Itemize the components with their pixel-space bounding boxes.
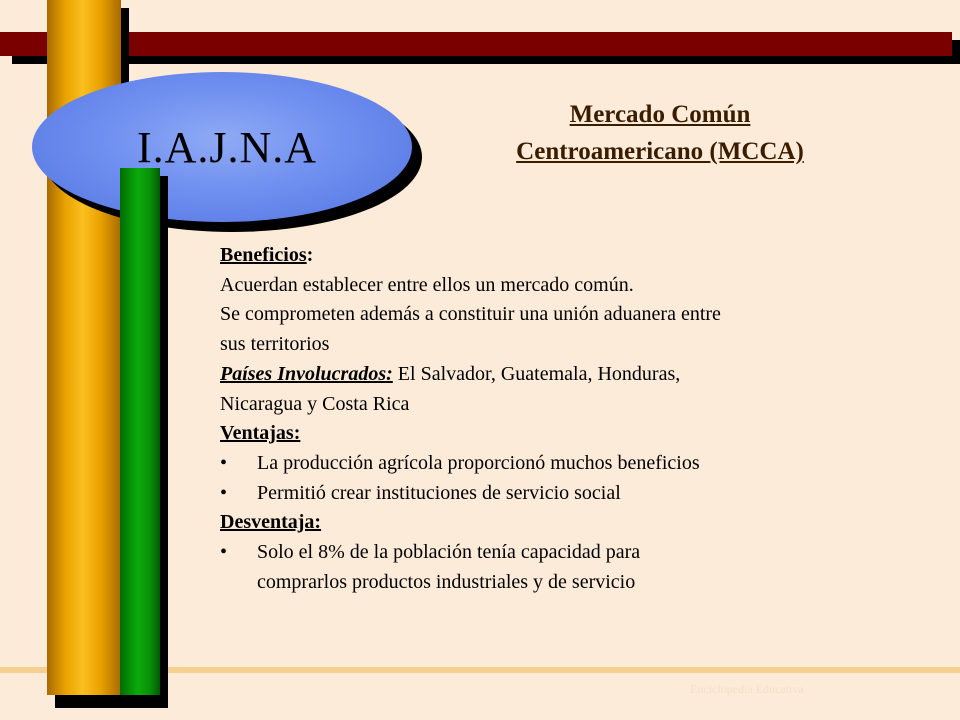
desventaja-heading: Desventaja:: [220, 511, 322, 534]
ventaja-2: Permitió crear instituciones de servicio social: [257, 481, 621, 504]
paises-line-1: [220, 360, 920, 390]
list-item: [220, 479, 920, 509]
beneficios-heading-line: [220, 241, 920, 271]
slide-content: [220, 241, 920, 597]
green-column: [120, 168, 160, 695]
beneficios-line-3: sus territorios: [220, 333, 330, 356]
beneficios-colon: :: [306, 244, 314, 266]
logo-text: I.A.J.N.A: [136, 122, 318, 172]
slide-title: [440, 96, 880, 170]
ventaja-1: La producción agrícola proporcionó muchos beneficios: [257, 451, 700, 474]
desventaja-line-2: comprarlos productos industriales y de servicio: [257, 570, 636, 593]
top-bar: [0, 32, 952, 56]
watermark: Enciclopedia Educativa: [690, 682, 804, 696]
title-line-1: Mercado Común: [569, 101, 751, 128]
ventajas-heading-line: [220, 419, 920, 449]
ventajas-heading: Ventajas:: [220, 422, 301, 445]
beneficios-heading: Beneficios: [220, 244, 307, 266]
desventaja-line-1: Solo el 8% de la población tenía capacidad para: [257, 541, 641, 564]
paises-text-2: Nicaragua y Costa Rica: [220, 392, 410, 415]
list-item: [220, 538, 920, 568]
desventaja-heading-line: [220, 508, 920, 538]
paises-text-1: El Salvador, Guatemala, Honduras,: [392, 362, 681, 385]
bullet-icon: •: [220, 451, 228, 474]
bullet-icon: •: [220, 481, 228, 504]
paises-heading: Países Involucrados:: [220, 362, 393, 385]
beneficios-line-2: Se comprometen además a constituir una unión aduanera entre: [220, 303, 721, 326]
beneficios-line-1: Acuerdan establecer entre ellos un mercado común.: [220, 273, 634, 296]
list-item-continuation: [220, 568, 920, 598]
bullet-icon: •: [220, 541, 228, 564]
list-item: [220, 449, 920, 479]
title-line-2: Centroamericano (MCCA): [516, 138, 804, 165]
bullet-spacer: [220, 568, 257, 598]
